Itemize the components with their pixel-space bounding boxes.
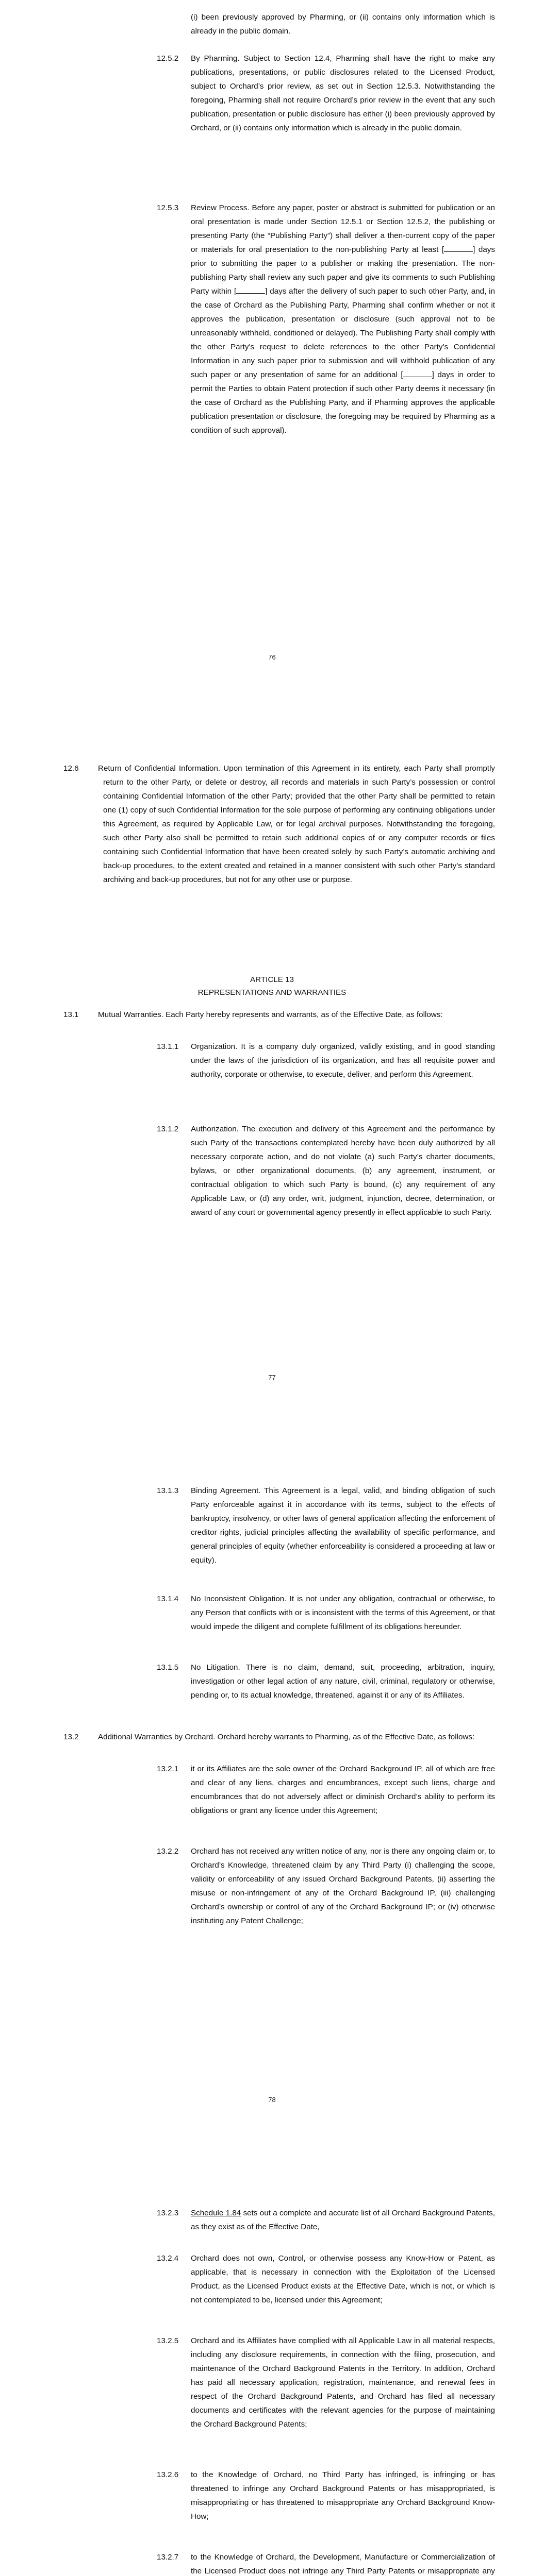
section-number: 12.6 xyxy=(63,764,79,773)
section-12-6-text: Return of Confidential Information. Upon termination of this Agreement in its entirety, each Party shall promptly return to the other Party, or delete or destroy, all records and materials in such Party’s possession or control containing Confidential Information of the other Party; provided that the other Party shall be permitted to retain one (1) copy of such Confidential Information for the sole purpose of performing any continuing obligations under this Agreement, as required by Applicable Law, or for legal archival purposes. Notwithstanding the foregoing, such other Party also shall be permitted to retain such additional copies of or any computer records or files containing such Confidential Information that have been created solely by such Party’s automatic archiving and back-up procedures, to the extent created and retained in a manner consistent with such other Party’s standard archiving and back-up procedures, but not for any other use or purpose. xyxy=(98,764,495,884)
section-number: 13.2.5 xyxy=(157,2336,179,2345)
section-number: 12.5.2 xyxy=(157,54,179,63)
section-number: 13.2.3 xyxy=(157,2209,179,2217)
section-13-2-4-text: Orchard does not own, Control, or otherwise possess any Know-How or Patent, as applicable, that is necessary in connection with the Exploitation of the Licensed Product, as the Licensed Product exists at the Effective Date, which is not, or which is not contemplated to be, licensed under this Agreement; xyxy=(191,2254,495,2304)
section-number: 12.5.3 xyxy=(157,204,179,212)
section-13-2-7-text: to the Knowledge of Orchard, the Development, Manufacture or Commercialization of the Licensed Product does not infringe any Third Party Patents or misappropriate any xyxy=(191,2553,495,2575)
article-title: ARTICLE 13 xyxy=(250,975,294,984)
section-number: 13.1.4 xyxy=(157,1595,179,1603)
page-number: 77 xyxy=(268,1374,276,1381)
section-number: 13.1.5 xyxy=(157,1663,179,1672)
section-number: 13.1.1 xyxy=(157,1042,179,1051)
section-13-1-5-text: No Litigation. There is no claim, demand, suit, proceeding, arbitration, inquiry, investigation or other legal action of any nature, civil, criminal, regulatory or otherwise, pending or, to its actual knowledge, threatened, against it or any of its Affiliates. xyxy=(191,1663,495,1700)
article-subtitle: REPRESENTATIONS AND WARRANTIES xyxy=(197,988,347,997)
section-number: 13.2.7 xyxy=(157,2553,179,2562)
section-number: 13.1.2 xyxy=(157,1125,179,1133)
section-number: 13.1 xyxy=(63,1010,79,1019)
section-13-2-1-text: it or its Affiliates are the sole owner of the Orchard Background IP, all of which are free and clear of any liens, charges and encumbrances, except such liens, charge and encumbrances that do not adversely affect or diminish Orchard’s ability to perform its obligations or grant any licence under this Agreement; xyxy=(191,1765,495,1815)
section-13-1-2-text: Authorization. The execution and delivery of this Agreement and the performance by such Party of the transactions contemplated hereby have been duly authorized by all necessary corporate action, and do not violate (a) such Party’s charter documents, bylaws, or other organizational documents, (b) any agreement, instrument, or contractual obligation to which such Party is bound, (c) any requirement of any Applicable Law, or (d) any order, writ, judgment, injunction, decree, determination, or award of any court or governmental agency presently in effect applicable to such Party. xyxy=(191,1125,495,1217)
schedule-link[interactable]: Schedule 1.84 xyxy=(191,2209,241,2217)
section-13-1-3-text: Binding Agreement. This Agreement is a legal, valid, and binding obligation of such Party enforceable against it in accordance with its terms, subject to the effects of bankruptcy, insolvency, or other laws of general application affecting the enforcement of creditor rights, judicial principles affecting the availability of specific performance, and general principles of equity (whether enforceability is considered a proceeding at law or equity). xyxy=(191,1486,495,1565)
section-13-1-text: Mutual Warranties. Each Party hereby represents and warrants, as of the Effective Date, as follows: xyxy=(98,1010,443,1019)
section-12-5-2-text: By Pharming. Subject to Section 12.4, Pharming shall have the right to make any publications, presentations, or public disclosures related to the Licensed Product, subject to Orchard’s prior review, as set out in Section 12.5.3. Notwithstanding the foregoing, Pharming shall not require Orchard’s prior review in the event that any such publication, presentation or public disclosure has either (i) been previously approved by Orchard, or (ii) contains only information which is already in the public domain. xyxy=(191,54,495,132)
section-number: 13.2 xyxy=(63,1733,79,1741)
section-number: 13.2.4 xyxy=(157,2254,179,2263)
section-12-5-2-tail: (i) been previously approved by Pharming, or (ii) contains only information which is already in the public domain. xyxy=(191,13,495,36)
section-13-2-3-text: Schedule 1.84 sets out a complete and accurate list of all Orchard Background Patents, as they exist as of the Effective Date, xyxy=(191,2209,495,2231)
section-13-2-2-text: Orchard has not received any written notice of any, nor is there any ongoing claim or, to Orchard’s Knowledge, threatened claim by any Third Party (i) challenging the scope, validity or enforceability of any issued Orchard Background Patents, (ii) asserting the misuse or non-infringement of any of the Orchard Background IP, (iii) challenging Orchard’s ownership or control of any of the Orchard Background IP; or (iv) otherwise instituting any Patent Challenge; xyxy=(191,1847,495,1925)
page-number: 78 xyxy=(268,2096,276,2104)
section-number: 13.1.3 xyxy=(157,1486,179,1495)
section-12-5-3-text: Review Process. Before any paper, poster or abstract is submitted for publication or an oral presentation is made under Section 12.5.1 or Section 12.5.2, the publishing or presenting Party (the “Publishing Party”) shall deliver a then-current copy of the paper or materials for oral presentation to the non-publishing Party at least [ ] days prior to submitting the paper to a publisher or making the presentation. The non-publishing Party shall review any such paper and give its comments to such Publishing Party within [ ] days after the delivery of such paper to such other Party, and, in the case of Orchard as the Publishing Party, Pharming shall confirm whether or not it approves the publication, presentation or disclosure (such approval not to be unreasonably withheld, conditioned or delayed). The Publishing Party shall comply with the other Party’s request to delete references to the other Party’s Confidential Information in any such paper prior to submission and will withhold publication of any such paper or any presentation of same for an additional [ ] days in order to permit the Parties to obtain Patent protection if such other Party deems it necessary (in the case of Orchard as the Publishing Party, and if Pharming approves the applicable publication presentation or disclosure, the foregoing may be required by Pharming as a condition of such approval). xyxy=(191,204,495,435)
section-13-2-5-text: Orchard and its Affiliates have complied with all Applicable Law in all material respects, including any disclosure requirements, in connection with the filing, prosecution, and maintenance of the Orchard Background Patents in the Territory. In addition, Orchard has paid all necessary application, registration, maintenance, and renewal fees in respect of the Orchard Background Patents, and Orchard has filed all necessary documents and certificates with the relevant agencies for the purpose of maintaining the Orchard Background Patents; xyxy=(191,2336,495,2429)
section-13-1-1-text: Organization. It is a company duly organized, validly existing, and in good standing under the laws of the jurisdiction of its organization, and has all requisite power and authority, corporate or otherwise, to execute, deliver, and perform this Agreement. xyxy=(191,1042,495,1079)
page-number: 76 xyxy=(268,653,276,661)
section-13-1-4-text: No Inconsistent Obligation. It is not under any obligation, contractual or otherwise, to any Person that conflicts with or is inconsistent with the terms of this Agreement, or that would impede the diligent and complete fulfillment of its obligations hereunder. xyxy=(191,1595,495,1631)
section-number: 13.2.6 xyxy=(157,2470,179,2479)
section-number: 13.2.2 xyxy=(157,1847,179,1856)
section-number: 13.2.1 xyxy=(157,1765,179,1773)
section-13-2-6-text: to the Knowledge of Orchard, no Third Party has infringed, is infringing or has threatened to infringe any Orchard Background Patents or has misappropriated, is misappropriating or has threatened to misappropriate any Orchard Background Know-How; xyxy=(191,2470,495,2521)
section-13-2-text: Additional Warranties by Orchard. Orchard hereby warrants to Pharming, as of the Effective Date, as follows: xyxy=(98,1733,475,1741)
